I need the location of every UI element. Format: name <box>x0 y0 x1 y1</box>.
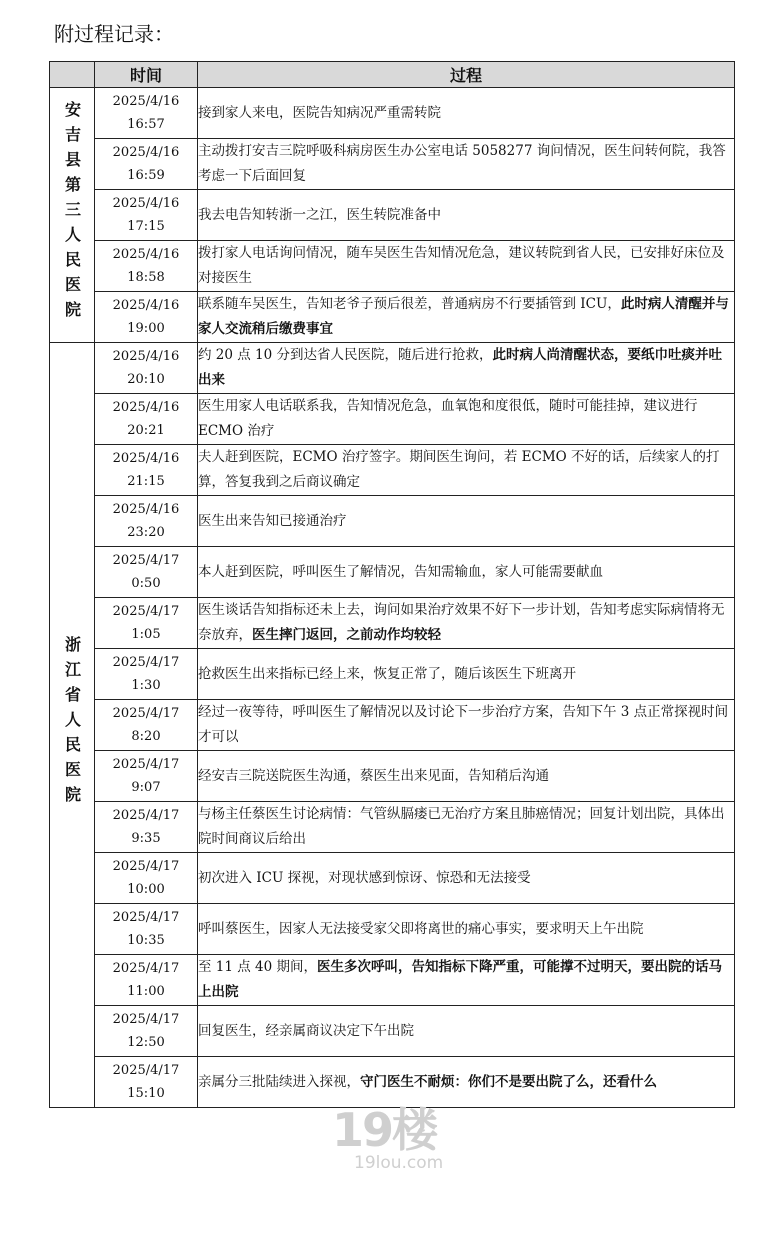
process-text: 医生用家人电话联系我，告知情况危急，血氧饱和度很低，随时可能挂掉，建议进行 ECMO 治疗 <box>198 398 698 439</box>
table-row <box>50 853 735 904</box>
table-body <box>50 88 735 1108</box>
header-process: 过程 <box>198 62 735 88</box>
table-row <box>50 904 735 955</box>
process-text-bold: 医生摔门返回，之前动作均较轻 <box>252 627 441 643</box>
page-title: 附过程记录： <box>54 22 174 46</box>
time-cell <box>95 700 198 751</box>
time-cell <box>95 904 198 955</box>
clock-text: 12:50 <box>127 1035 165 1050</box>
process-cell <box>198 1006 735 1057</box>
date-text: 2025/4/16 <box>112 196 180 211</box>
date-text: 2025/4/17 <box>112 910 180 925</box>
table-row <box>50 1057 735 1108</box>
time-cell <box>95 598 198 649</box>
process-text: 亲属分三批陆续进入探视， <box>198 1073 360 1090</box>
clock-text: 21:15 <box>127 474 165 489</box>
process-text: 接到家人来电，医院告知病况严重需转院 <box>198 104 441 121</box>
process-text-bold: 医生多次呼叫，告知指标下降严重，可能撑不过明天，要出院的话马上出院 <box>198 959 723 1000</box>
date-text: 2025/4/16 <box>112 298 180 313</box>
process-text: 经过一夜等待，呼叫医生了解情况以及讨论下一步治疗方案，告知下午 3 点正常探视时间才可以 <box>198 704 729 745</box>
clock-text: 23:20 <box>127 525 165 540</box>
table-row <box>50 190 735 241</box>
process-text: 联系随车吴医生，告知老爷子预后很差，普通病房不行要插管到 ICU， <box>198 296 621 312</box>
date-text: 2025/4/17 <box>112 757 180 772</box>
watermark-brand: 19楼 <box>332 1103 437 1157</box>
time-cell <box>95 496 198 547</box>
clock-text: 16:57 <box>127 117 165 132</box>
process-cell <box>198 547 735 598</box>
process-cell <box>198 751 735 802</box>
date-text: 2025/4/17 <box>112 961 180 976</box>
date-text: 2025/4/16 <box>112 451 180 466</box>
date-text: 2025/4/17 <box>112 1012 180 1027</box>
date-text: 2025/4/17 <box>112 859 180 874</box>
date-text: 2025/4/17 <box>112 604 180 619</box>
clock-text: 1:30 <box>131 678 161 693</box>
process-cell <box>198 292 735 343</box>
process-cell <box>198 394 735 445</box>
process-text: 医生出来告知已接通治疗 <box>198 512 347 529</box>
time-cell <box>95 955 198 1006</box>
clock-text: 9:07 <box>131 780 161 795</box>
date-text: 2025/4/16 <box>112 400 180 415</box>
process-cell <box>198 496 735 547</box>
process-cell <box>198 241 735 292</box>
time-cell <box>95 139 198 190</box>
clock-text: 18:58 <box>127 270 165 285</box>
process-cell <box>198 904 735 955</box>
clock-text: 10:35 <box>127 933 165 948</box>
time-cell <box>95 853 198 904</box>
process-text: 初次进入 ICU 探视，对现状感到惊讶、惊恐和无法接受 <box>198 869 531 886</box>
table-row <box>50 598 735 649</box>
process-text: 呼叫蔡医生，因家人无法接受家父即将离世的痛心事实，要求明天上午出院 <box>198 920 644 937</box>
process-text: 抢救医生出来指标已经上来，恢复正常了，随后该医生下班离开 <box>198 665 576 682</box>
process-cell <box>198 88 735 139</box>
process-cell <box>198 802 735 853</box>
process-text: 本人赶到医院，呼叫医生了解情况，告知需输血，家人可能需要献血 <box>198 563 603 580</box>
clock-text: 10:00 <box>127 882 165 897</box>
process-text: 经安吉三院送院医生沟通，蔡医生出来见面，告知稍后沟通 <box>198 767 549 784</box>
table-row <box>50 343 735 394</box>
clock-text: 0:50 <box>131 576 161 591</box>
time-cell <box>95 751 198 802</box>
table-row <box>50 547 735 598</box>
date-text: 2025/4/16 <box>112 94 180 109</box>
date-text: 2025/4/17 <box>112 808 180 823</box>
time-cell <box>95 649 198 700</box>
process-cell <box>198 649 735 700</box>
time-cell <box>95 547 198 598</box>
process-cell <box>198 445 735 496</box>
time-cell <box>95 394 198 445</box>
process-record-table <box>49 61 735 1108</box>
table-row <box>50 445 735 496</box>
header-blank-cell <box>50 62 95 88</box>
process-cell <box>198 700 735 751</box>
process-cell <box>198 853 735 904</box>
table-row <box>50 241 735 292</box>
time-cell <box>95 241 198 292</box>
watermark-url: 19lou.com <box>354 1153 444 1173</box>
clock-text: 15:10 <box>127 1086 165 1101</box>
time-cell <box>95 802 198 853</box>
time-cell <box>95 343 198 394</box>
date-text: 2025/4/17 <box>112 1063 180 1078</box>
table-row <box>50 802 735 853</box>
table-row <box>50 1006 735 1057</box>
clock-text: 17:15 <box>127 219 165 234</box>
time-cell <box>95 445 198 496</box>
process-text: 夫人赶到医院，ECMO 治疗签字。期间医生询问，若 ECMO 不好的话，后续家人的打算，答复我到之后商议确定 <box>198 449 720 490</box>
clock-text: 9:35 <box>131 831 161 846</box>
time-cell <box>95 190 198 241</box>
process-text-bold: 此时病人清醒并与家人交流稍后缴费事宜 <box>198 296 729 337</box>
process-text-bold: 此时病人尚清醒状态，要纸巾吐痰并吐出来 <box>198 347 723 388</box>
process-text: 约 20 点 10 分到达省人民医院，随后进行抢救， <box>198 347 493 363</box>
date-text: 2025/4/16 <box>112 247 180 262</box>
process-cell <box>198 1057 735 1108</box>
watermark-logo <box>332 1103 444 1173</box>
date-text: 2025/4/16 <box>112 502 180 517</box>
clock-text: 16:59 <box>127 168 165 183</box>
hospital-cell <box>50 343 95 1108</box>
process-text-bold: 守门医生不耐烦：你们不是要出院了么，还看什么 <box>360 1073 657 1090</box>
process-text: 医生谈话告知指标还未上去，询问如果治疗效果不好下一步计划，告知考虑实际病情将无奈放弃， <box>198 602 725 643</box>
header-time: 时间 <box>95 62 198 88</box>
time-cell <box>95 292 198 343</box>
date-text: 2025/4/17 <box>112 553 180 568</box>
process-cell <box>198 343 735 394</box>
process-text: 拨打家人电话询问情况，随车吴医生告知情况危急，建议转院到省人民，已安排好床位及对接医生 <box>198 245 725 286</box>
process-cell <box>198 139 735 190</box>
process-text: 主动拨打安吉三院呼吸科病房医生办公室电话 5058277 询问情况，医生问转何院，我答考虑一下后面回复 <box>198 143 726 184</box>
clock-text: 19:00 <box>127 321 165 336</box>
process-cell <box>198 190 735 241</box>
clock-text: 20:21 <box>127 423 165 438</box>
process-text: 回复医生，经亲属商议决定下午出院 <box>198 1022 414 1039</box>
clock-text: 1:05 <box>131 627 161 642</box>
date-text: 2025/4/17 <box>112 706 180 721</box>
time-cell <box>95 1006 198 1057</box>
table-row <box>50 496 735 547</box>
table-row <box>50 751 735 802</box>
table-row <box>50 292 735 343</box>
date-text: 2025/4/16 <box>112 349 180 364</box>
process-cell <box>198 598 735 649</box>
hospital-name: 浙江省人民医院 <box>62 635 82 811</box>
table-row <box>50 700 735 751</box>
table-row <box>50 88 735 139</box>
clock-text: 8:20 <box>131 729 161 744</box>
table-row <box>50 394 735 445</box>
table-row <box>50 955 735 1006</box>
table-row <box>50 649 735 700</box>
clock-text: 20:10 <box>127 372 165 387</box>
hospital-cell <box>50 88 95 343</box>
time-cell <box>95 88 198 139</box>
process-text: 与杨主任蔡医生讨论病情：气管纵膈瘘已无治疗方案且肺癌情况；回复计划出院，具体出院时间商议后给出 <box>198 806 725 847</box>
date-text: 2025/4/16 <box>112 145 180 160</box>
time-cell <box>95 1057 198 1108</box>
process-text: 我去电告知转浙一之江，医生转院准备中 <box>198 206 441 223</box>
date-text: 2025/4/17 <box>112 655 180 670</box>
table-row <box>50 139 735 190</box>
clock-text: 11:00 <box>127 984 165 999</box>
table-header-row <box>50 62 735 88</box>
process-text: 至 11 点 40 期间， <box>198 959 318 975</box>
process-cell <box>198 955 735 1006</box>
hospital-name: 安吉县第三人民医院 <box>62 100 82 326</box>
